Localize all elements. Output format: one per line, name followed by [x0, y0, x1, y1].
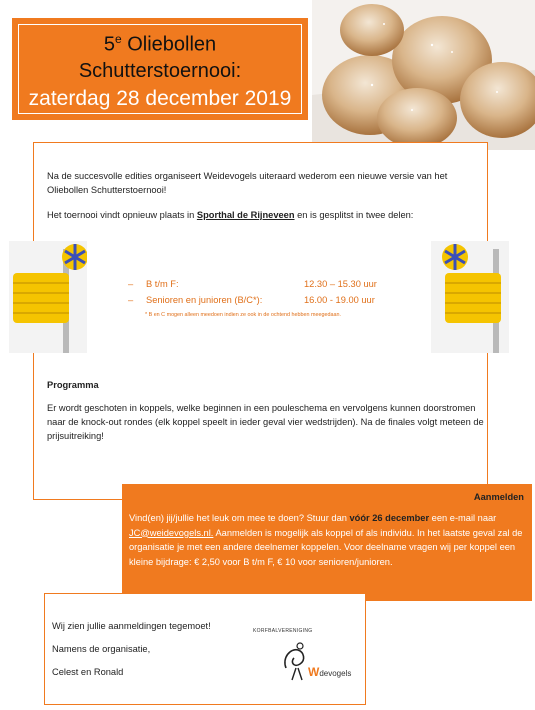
logo-club-type: KORFBALVERENIGING [253, 628, 313, 634]
weidevogels-logo [250, 628, 360, 690]
schedule-footnote: * B en C mogen alleen meedoen indien ze ook in de ochtend hebben meegedaan. [145, 312, 342, 318]
venue-text [47, 208, 487, 222]
schedule-dash: – [128, 295, 134, 305]
intro-text: Na de succesvolle edities organiseert Weidevogels uiteraard wederom een nieuwe versie van het Oliebollen Schutterstoernooi! [47, 171, 448, 195]
closing-line-1: Wij zien jullie aanmeldingen tegemoet! [52, 621, 211, 631]
schedule-time: 12.30 – 15.30 uur [304, 279, 377, 289]
aanmelden-part-2: een e-mail naar [429, 513, 497, 523]
logo-name [308, 665, 351, 679]
logo-name-rest: devogels [319, 669, 352, 678]
venue-before: Het toernooi vindt opnieuw plaats in [47, 210, 197, 220]
aanmelden-email-link[interactable]: JC@weidevogels.nl. [129, 527, 214, 538]
title-frame [18, 24, 302, 114]
title-line-2: Schutterstoernooi: [78, 60, 242, 83]
korfbal-basket-left-icon [9, 241, 87, 353]
programma-heading: Programma [47, 380, 99, 390]
aanmelden-heading: Aanmelden [473, 492, 524, 502]
title-banner [12, 18, 308, 120]
aanmelden-text [129, 511, 525, 569]
venue-location: Sporthal de Rijneveen [196, 210, 295, 220]
title-number: 5 [103, 33, 115, 56]
title-superscript: e [114, 31, 122, 46]
schedule-time: 16.00 - 19.00 uur [304, 295, 375, 305]
venue-after: en is gesplitst in twee delen: [294, 210, 414, 220]
oliebollen-photo [312, 0, 535, 150]
title-line-1 [104, 26, 216, 59]
programma-text: Er wordt geschoten in koppels, welke beginnen in een pouleschema en vervolgens kunnen doorstromen naar de knock-out rondes (elk koppel speelt in ieder geval vier wedstrijden). Na de finales volgt meteen de prijsuitreiking! [47, 403, 484, 441]
logo-wv-mark: W [308, 665, 320, 679]
korfbal-basket-right-icon [431, 241, 509, 353]
aanmelden-deadline: vóór 26 december [349, 513, 430, 523]
title-date: zaterdag 28 december 2019 [28, 87, 292, 111]
closing-line-2: Namens de organisatie, [52, 644, 151, 654]
aanmelden-part-1: Vind(en) jij/jullie het leuk om mee te doen? Stuur dan [129, 513, 350, 523]
schedule-group: B t/m F: [146, 279, 179, 289]
schedule-dash: – [128, 279, 134, 289]
title-word: Oliebollen [121, 33, 217, 56]
aanmelden-part-3: Aanmelden is mogelijk als koppel of als individu. In het laatste geval zal de organisatie je met een andere deelnemer koppelen. Voor deelname vragen wij per koppel een kleine bijdrage: € 2,50 voor B t/m F, € 10 voor senioren/junioren. [129, 527, 523, 567]
aanmelden-box [122, 484, 532, 601]
schedule-group: Senioren en junioren (B/C*): [146, 295, 263, 305]
closing-signature: Celest en Ronald [52, 667, 124, 677]
